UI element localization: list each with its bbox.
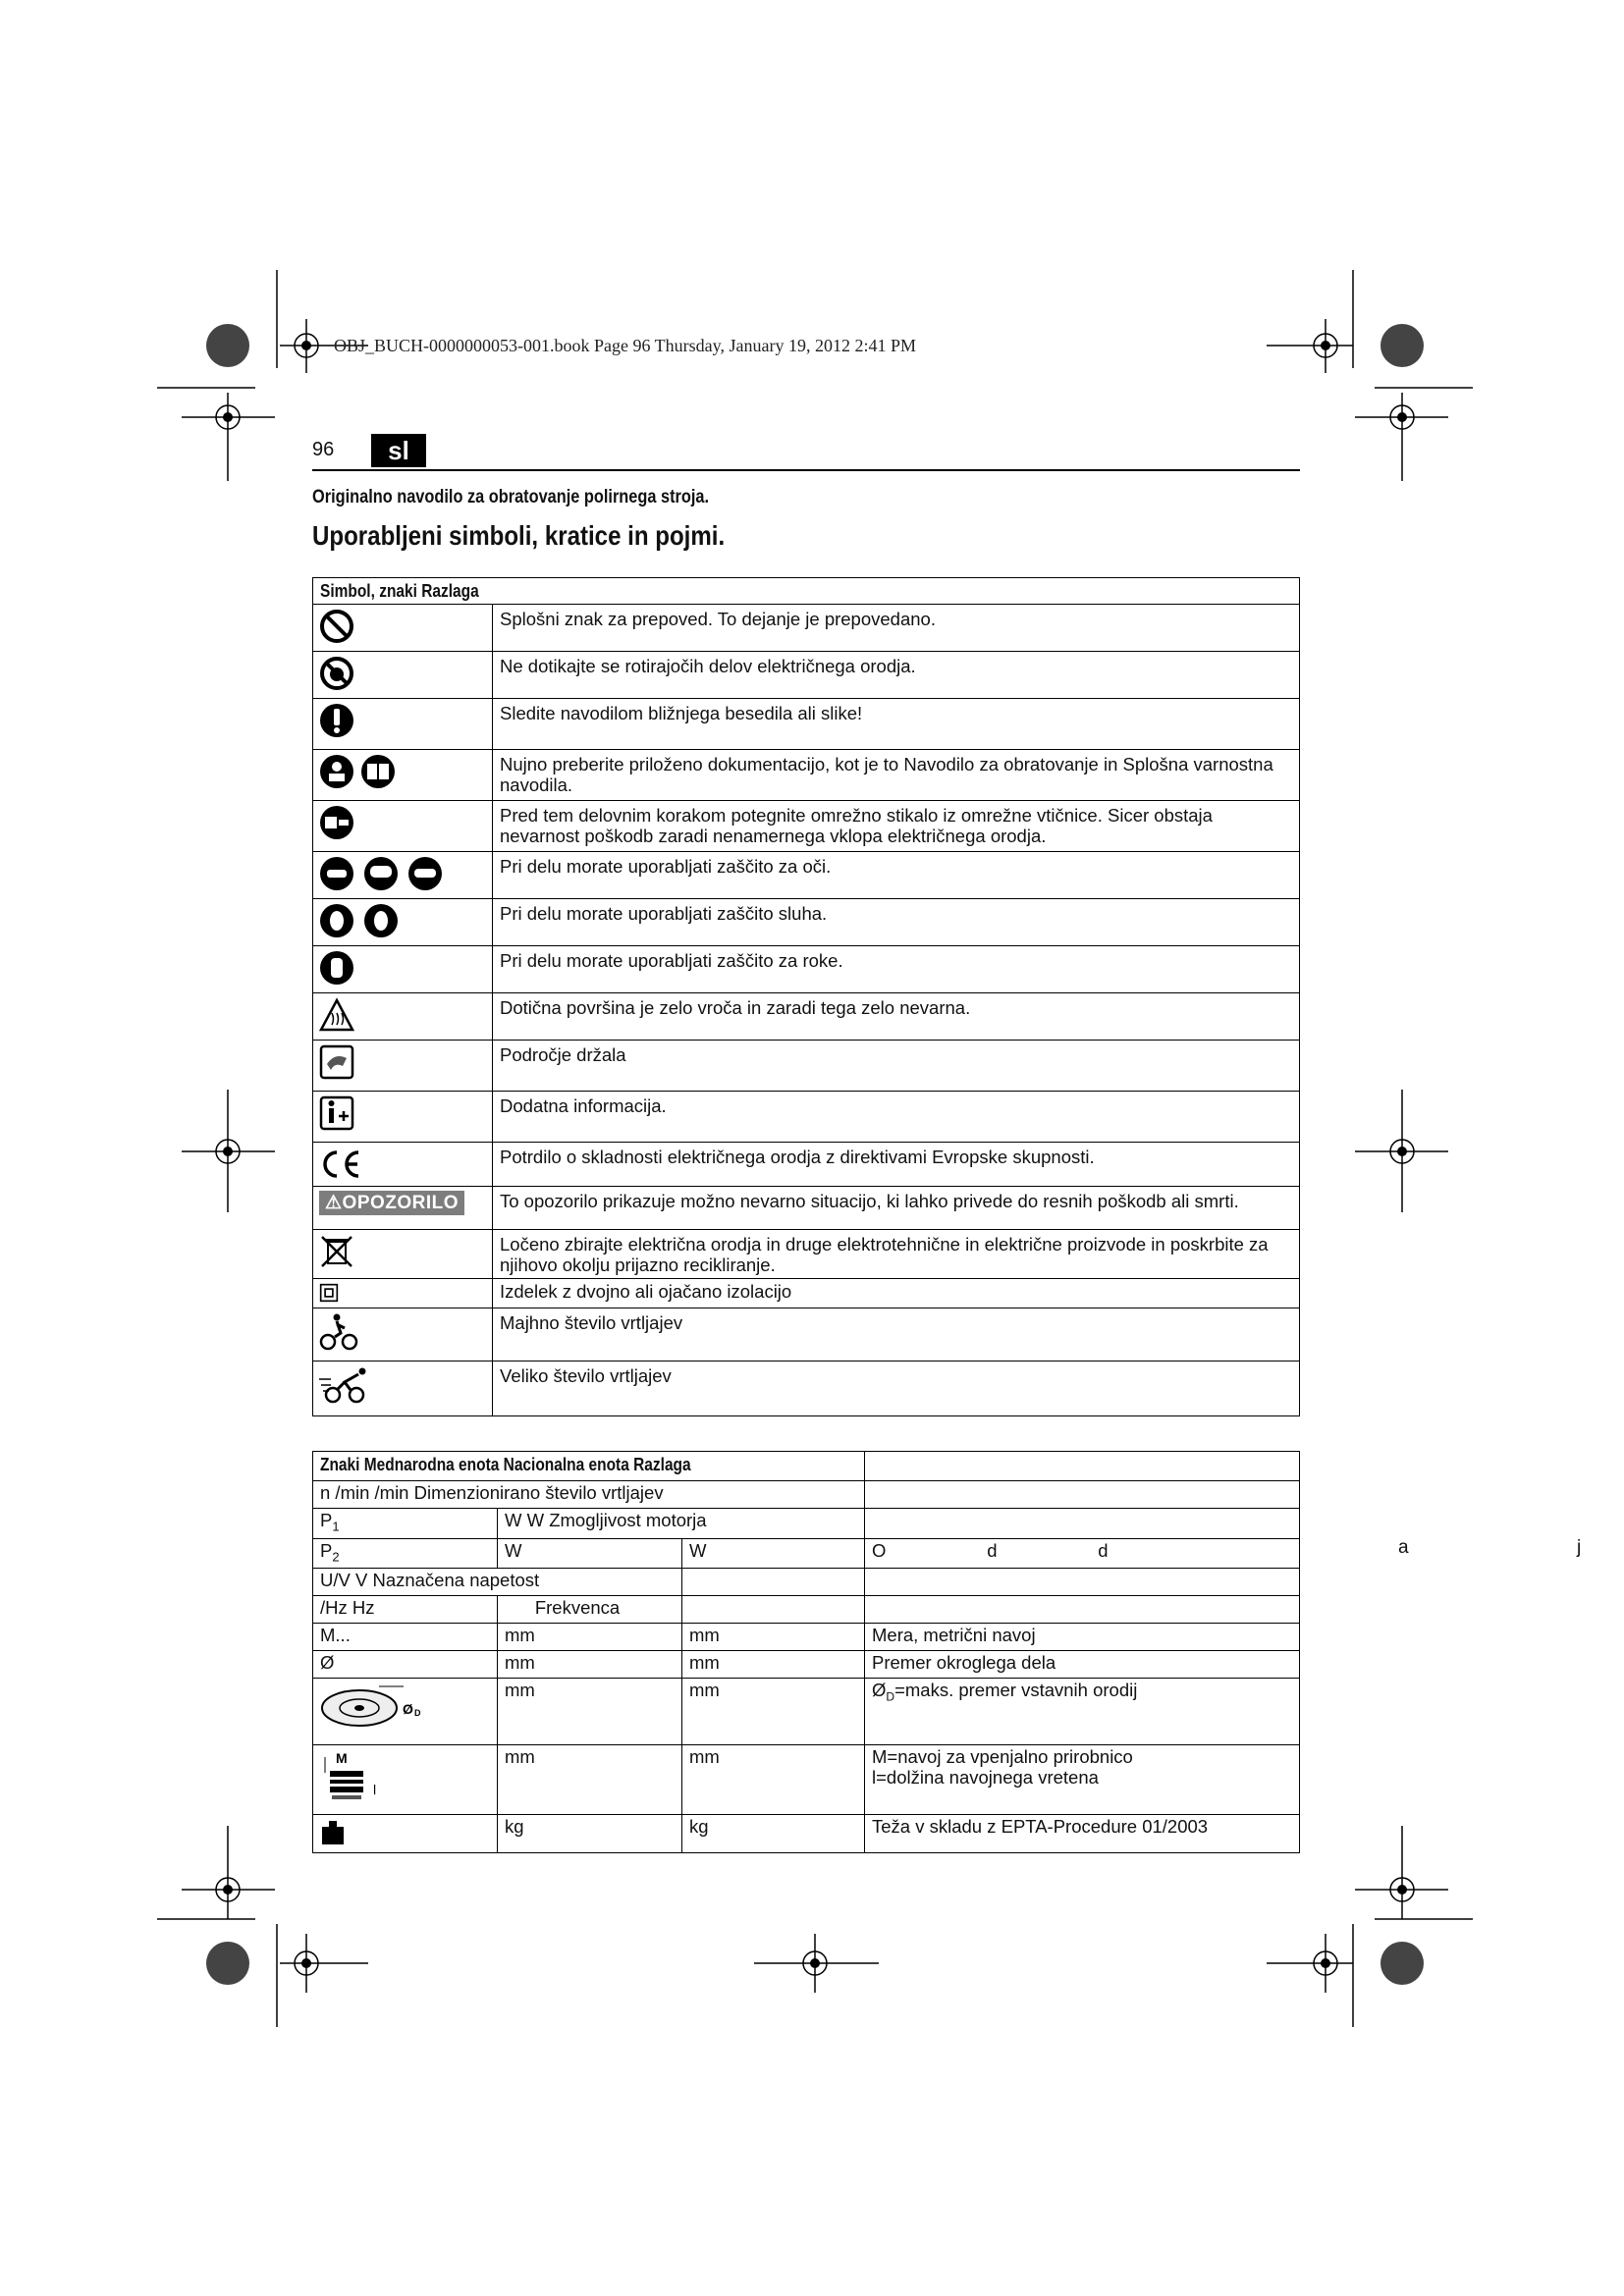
warning-triangle-icon: ⚠ (325, 1193, 343, 1213)
svg-text:l: l (373, 1782, 377, 1798)
section-title: Uporabljeni simboli, kratice in pojmi. (312, 520, 726, 551)
list-item: Nujno preberite priloženo dokumentacijo, kot je to Navodilo za obratovanje in Splošna varnostna navodila. (493, 750, 1300, 801)
diameter-symbol: $Ø_D$ (872, 1680, 895, 1705)
table-cell-symbol (313, 1538, 498, 1569)
p1-symbol: $P_1$ (320, 1510, 340, 1534)
weight-icon (320, 1819, 346, 1844)
table-cell: M=navoj za vpenjalno prirobnico l=dolžina navojnega vretena (865, 1745, 1300, 1815)
table-cell: O d d (865, 1538, 1300, 1569)
table-cell: W (498, 1538, 682, 1569)
document-subtitle: Originalno navodilo za obratovanje polirnega stroja. (312, 487, 710, 507)
table-cell: mm (498, 1745, 682, 1815)
table-cell: /Hz Hz (313, 1596, 498, 1624)
fast-cyclist-icon (319, 1365, 374, 1405)
prohibition-icon (319, 609, 354, 644)
svg-text:D: D (414, 1708, 421, 1719)
max-diameter-text: =maks. premer vstavnih orodij (894, 1680, 1138, 1701)
list-item: Sledite navodilom bližnjega besedila ali slike! (493, 699, 1300, 750)
table-cell: kg (682, 1815, 865, 1853)
table-cell: mm (682, 1745, 865, 1815)
symbols-table-header: Simbol, znaki Razlaga (320, 581, 479, 601)
table-cell-symbol (313, 1509, 498, 1539)
table-cell: Mera, metrični navoj (865, 1624, 1300, 1651)
list-item: To opozorilo prikazuje možno nevarno situacijo, ki lahko privede do resnih poškodb ali smrti. (493, 1187, 1300, 1230)
list-item: Potrdilo o skladnosti električnega orodja z direktivami Evropske skupnosti. (493, 1143, 1300, 1187)
hand-protection-icon (319, 950, 354, 986)
table-cell: kg (498, 1815, 682, 1853)
svg-text:M: M (336, 1750, 348, 1767)
table-cell (865, 1679, 1300, 1745)
table-cell: Premer okroglega dela (865, 1651, 1300, 1679)
table-cell: Frekvenca (498, 1596, 682, 1624)
unplug-icon (319, 805, 354, 840)
table-cell: mm (682, 1624, 865, 1651)
spindle-thread-icon (320, 1749, 389, 1806)
table-cell: Ø (313, 1651, 498, 1679)
table-cell: M... (313, 1624, 498, 1651)
no-touch-rotating-parts-icon (319, 656, 354, 691)
ear-protection-icon (319, 903, 402, 938)
language-tab: sl (371, 434, 426, 467)
table-cell: W (682, 1538, 865, 1569)
list-item: Pri delu morate uporabljati zaščito za oči. (493, 852, 1300, 899)
list-item: Ne dotikajte se rotirajočih delov električnega orodja. (493, 652, 1300, 699)
weee-bin-icon (319, 1234, 354, 1269)
stray-letter-j: j (1577, 1537, 1582, 1558)
double-insulation-icon (319, 1283, 339, 1303)
list-item: Dodatna informacija. (493, 1092, 1300, 1143)
list-item: Pri delu morate uporabljati zaščito sluha. (493, 899, 1300, 946)
info-icon (319, 1095, 354, 1131)
list-item: Pri delu morate uporabljati zaščito za roke. (493, 946, 1300, 993)
symbols-table (312, 577, 1300, 1416)
header-rule (312, 469, 1300, 471)
grip-area-icon (319, 1044, 354, 1080)
p2-symbol: $P_2$ (320, 1539, 340, 1565)
p1-subscript: 1 (332, 1519, 340, 1534)
warning-badge-label: OPOZORILO (342, 1193, 460, 1213)
warning-badge (319, 1191, 464, 1215)
book-header: OBJ_BUCH-0000000053-001.book Page 96 Thursday, January 19, 2012 2:41 PM (334, 336, 916, 355)
exclamation-icon (319, 703, 354, 738)
disc-diameter-icon (320, 1682, 428, 1730)
slow-cyclist-icon (319, 1312, 358, 1352)
list-item: Pred tem delovnim korakom potegnite omrežno stikalo iz omrežne vtičnice. Sicer obstaja nevarnost poškodb zaradi nenamernega vklopa električnega orodja. (493, 801, 1300, 852)
stray-letter-a: a (1398, 1537, 1409, 1558)
table-cell: mm (682, 1679, 865, 1745)
eye-protection-icon (319, 856, 443, 891)
table-header-row (313, 578, 1300, 605)
p2-subscript: 2 (332, 1549, 340, 1565)
table-cell: mm (498, 1651, 682, 1679)
read-manual-icon (319, 754, 398, 789)
list-item: Ločeno zbirajte električna orodja in druge elektrotehnične in električne proizvode in poskrbite za njihovo okolju prijazno recikliranje. (493, 1230, 1300, 1279)
table-cell: Teža v skladu z EPTA-Procedure 01/2003 (865, 1815, 1300, 1853)
hot-surface-icon (319, 997, 354, 1033)
list-item: Področje držala (493, 1041, 1300, 1092)
list-item: Dotična površina je zelo vroča in zaradi tega zelo nevarna. (493, 993, 1300, 1041)
list-item: Veliko število vrtljajev (493, 1362, 1300, 1416)
table-cell: mm (498, 1679, 682, 1745)
page-number: 96 (312, 439, 335, 460)
units-table-header: Znaki Mednarodna enota Nacionalna enota Razlaga (320, 1455, 691, 1474)
list-item: Splošni znak za prepoved. To dejanje je prepovedano. (493, 605, 1300, 652)
table-cell: mm (498, 1624, 682, 1651)
table-cell: mm (682, 1651, 865, 1679)
units-table (312, 1451, 1300, 1853)
table-row: n /min /min Dimenzionirano število vrtljajev (313, 1481, 865, 1509)
table-cell: U/V V Naznačena napetost (313, 1569, 682, 1596)
list-item: Izdelek z dvojno ali ojačano izolacijo (493, 1279, 1300, 1308)
table-cell: W W Zmogljivost motorja (498, 1509, 865, 1539)
svg-text:Ø: Ø (403, 1701, 413, 1718)
ce-mark-icon (319, 1147, 362, 1182)
list-item: Majhno število vrtljajev (493, 1308, 1300, 1362)
